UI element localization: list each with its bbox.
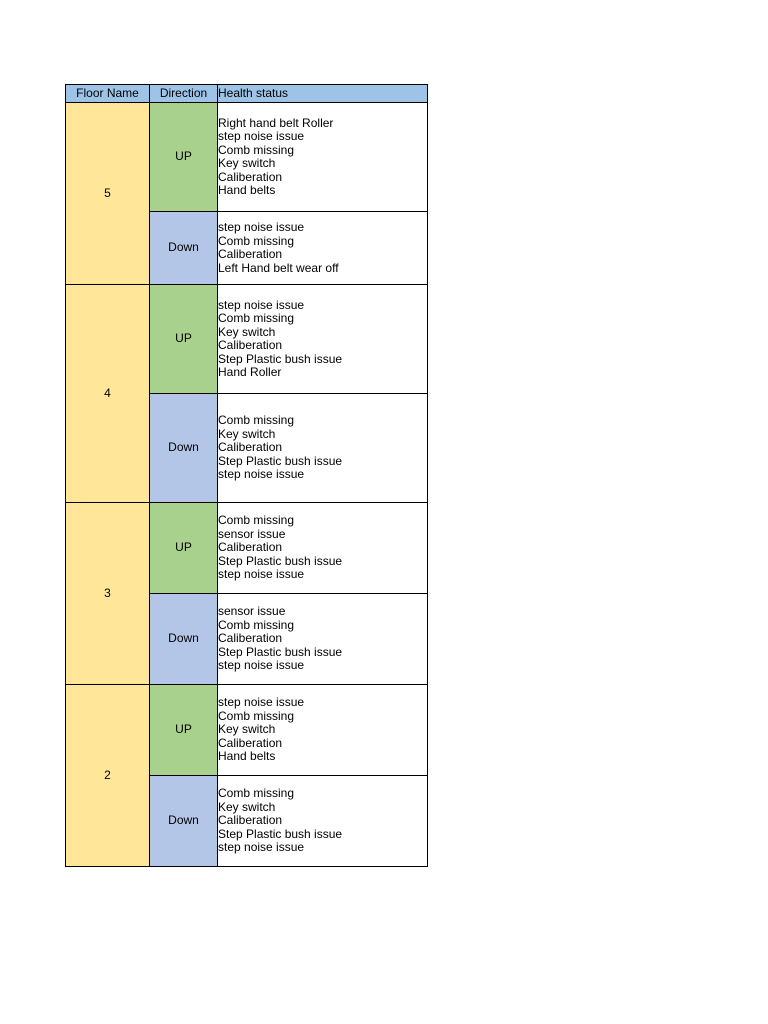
issue-item: step noise issue bbox=[218, 467, 305, 482]
health-status-cell bbox=[218, 394, 428, 503]
issue-item: Left Hand belt wear off bbox=[218, 260, 339, 275]
table-row bbox=[66, 103, 428, 212]
header-row bbox=[66, 85, 428, 103]
health-status-cell bbox=[218, 685, 428, 776]
issue-item: Comb missing bbox=[218, 513, 295, 528]
direction-up-cell: UP bbox=[150, 103, 218, 212]
floor-name-cell: 5 bbox=[66, 103, 150, 285]
table-row bbox=[66, 685, 428, 776]
issue-item: Key switch bbox=[218, 722, 276, 737]
issue-item: Caliberation bbox=[218, 735, 283, 750]
issue-item: Step Plastic bush issue bbox=[218, 553, 343, 568]
issue-item: Step Plastic bush issue bbox=[218, 826, 343, 841]
issue-item: Comb missing bbox=[218, 413, 295, 428]
issue-item: Caliberation bbox=[218, 813, 283, 828]
issue-item: sensor issue bbox=[218, 526, 286, 541]
issue-item: step noise issue bbox=[218, 567, 305, 582]
issue-item: Step Plastic bush issue bbox=[218, 453, 343, 468]
issue-item: Step Plastic bush issue bbox=[218, 644, 343, 659]
issue-item: Hand belts bbox=[218, 749, 276, 764]
issue-item: Comb missing bbox=[218, 617, 295, 632]
issue-item: Hand Roller bbox=[218, 365, 282, 379]
table-row bbox=[66, 285, 428, 394]
issue-item: Caliberation bbox=[218, 631, 283, 646]
health-status-cell bbox=[218, 594, 428, 685]
issue-item: Comb missing bbox=[218, 708, 295, 723]
direction-up-cell: UP bbox=[150, 503, 218, 594]
issue-item: Caliberation bbox=[218, 440, 283, 455]
issue-item: step noise issue bbox=[218, 695, 305, 710]
issue-item: Hand belts bbox=[218, 183, 276, 197]
issue-item: Comb missing bbox=[218, 786, 295, 801]
issue-item: step noise issue bbox=[218, 658, 305, 673]
header-floor-name: Floor Name bbox=[66, 85, 150, 103]
floor-name-cell: 3 bbox=[66, 503, 150, 685]
issue-item: step noise issue bbox=[218, 129, 305, 143]
health-status-cell bbox=[218, 103, 428, 212]
direction-up-cell: UP bbox=[150, 285, 218, 394]
issue-item: Comb missing bbox=[218, 233, 295, 248]
issue-item: Key switch bbox=[218, 426, 276, 441]
direction-up-cell: UP bbox=[150, 685, 218, 776]
issue-item: Comb missing bbox=[218, 142, 295, 157]
issue-item: Caliberation bbox=[218, 540, 283, 555]
direction-down-cell: Down bbox=[150, 212, 218, 285]
header-direction: Direction bbox=[150, 85, 218, 103]
issue-item: Key switch bbox=[218, 156, 276, 170]
health-status-cell bbox=[218, 285, 428, 394]
floor-name-cell: 2 bbox=[66, 685, 150, 867]
table-row bbox=[66, 503, 428, 594]
issue-item: Key switch bbox=[218, 324, 276, 339]
floor-name-cell: 4 bbox=[66, 285, 150, 503]
issue-item: step noise issue bbox=[218, 297, 305, 312]
issue-item: step noise issue bbox=[218, 220, 305, 234]
issue-item: sensor issue bbox=[218, 604, 286, 619]
issue-item: Right hand belt Roller bbox=[218, 115, 334, 130]
health-status-cell bbox=[218, 776, 428, 867]
issue-item: Caliberation bbox=[218, 169, 283, 184]
health-status-cell bbox=[218, 212, 428, 285]
issue-item: Caliberation bbox=[218, 338, 283, 352]
issue-item: Key switch bbox=[218, 799, 276, 814]
health-status-cell bbox=[218, 503, 428, 594]
issue-item: Caliberation bbox=[218, 247, 283, 261]
issue-item: Step Plastic bush issue bbox=[218, 351, 343, 366]
direction-down-cell: Down bbox=[150, 594, 218, 685]
issue-item: Comb missing bbox=[218, 311, 295, 325]
health-status-table bbox=[65, 84, 428, 867]
header-health-status: Health status bbox=[218, 85, 428, 103]
direction-down-cell: Down bbox=[150, 776, 218, 867]
issue-item: step noise issue bbox=[218, 840, 305, 855]
direction-down-cell: Down bbox=[150, 394, 218, 503]
